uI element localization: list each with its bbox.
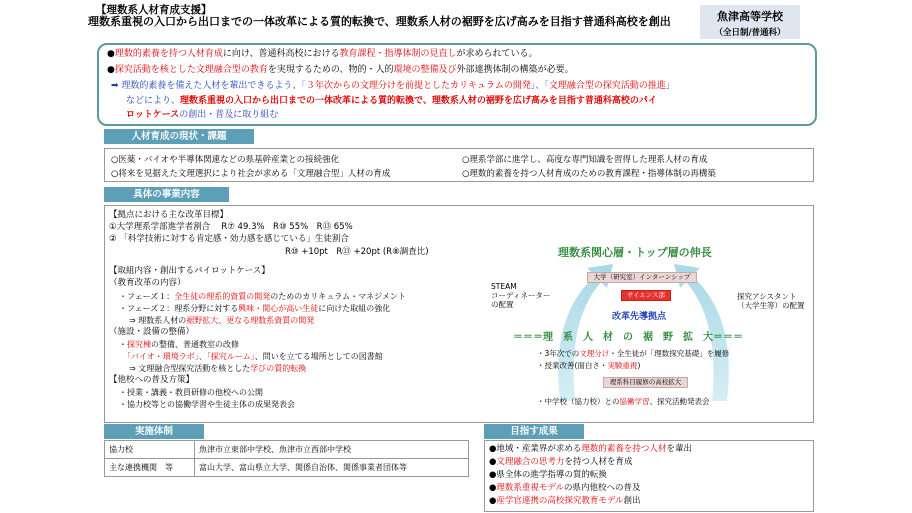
content-line: （施設・設備の整備）: [109, 327, 195, 337]
header-tag: 【理数系人材育成支援】: [96, 4, 212, 16]
pill-science-club: サイエンス部: [621, 290, 671, 301]
result-text: ●: [489, 483, 497, 493]
purpose-text: 外部連携体制の構築: [456, 65, 538, 75]
diagram-text: ・3年次での: [537, 349, 580, 358]
bullet-icon: ●: [107, 49, 115, 59]
assistant-text: 探究アシスタント: [737, 292, 797, 301]
purpose-text: 」: [665, 81, 675, 91]
purpose-line-5: [126, 109, 278, 121]
table-cell-value: 魚津市立東部中学校、魚津市立西部中学校: [195, 441, 469, 459]
result-text: 創出: [623, 496, 641, 506]
purpose-highlight: 理数系重視の入口から出口までの一体改革による質的転換で、理数系人材の裾野を広げ高みを目指す普通科高校のパイ: [180, 96, 657, 106]
purpose-highlight: 理数的素養を持つ人材育成: [114, 49, 223, 59]
result-text: を持つ人材を育成: [564, 457, 633, 467]
pill-science-course: 理系科目履修の高校拡大: [603, 377, 688, 388]
school-badge: [700, 5, 800, 39]
content-text: の整備、普通教室の改修: [151, 340, 239, 349]
result-highlight: 理数系重視モデル: [496, 483, 564, 493]
content-highlight: 探究棟: [127, 340, 151, 349]
diagram-highlight: 文理分け: [579, 349, 610, 358]
result-highlight: 理数的素養を持つ人材: [581, 444, 667, 454]
result-text: ●地域・産業界が求める: [489, 444, 582, 454]
table-cell-value: 富山大学、富山県立大学、関係自治体、関係事業者団体等: [195, 459, 469, 477]
result-item: [489, 457, 632, 468]
purpose-text: に向け、普通科高校における: [222, 49, 340, 59]
content-box: [104, 205, 814, 423]
content-text: ⇒ 文理融合型探究活動を核とした: [129, 364, 251, 373]
results-section-bar: 目指す成果: [484, 424, 584, 439]
result-item: [489, 483, 641, 494]
purpose-highlight: 探究活動を核とした文理融合型の教育: [114, 65, 268, 75]
steam-text: コーディネーター: [491, 291, 551, 300]
result-text: を輩出: [666, 444, 692, 454]
content-line: （教育改革の内容）: [109, 278, 186, 288]
content-line: ①大学理系学部進学者割合 R⑦ 49.3% R⑩ 55% R⑬ 65%: [109, 222, 353, 232]
content-section-bar: 具体の事業内容: [104, 187, 229, 202]
status-item: ○将来を見据えた文理選択により社会が求める「文理融合型」人材の育成: [111, 169, 391, 179]
content-text: に向けた取組の強化: [318, 304, 391, 313]
status-box: [104, 148, 814, 182]
content-line: 【他校への普及方策】: [109, 375, 195, 385]
content-highlight: 興味・関心が高い生徒: [238, 304, 319, 313]
bullet-icon: ●: [107, 65, 115, 75]
steam-coordinator-label: [491, 282, 550, 309]
result-text: ●: [489, 496, 497, 506]
content-text: ・: [119, 340, 127, 349]
implementation-section-bar: 実施体制: [104, 424, 204, 439]
result-item: [489, 496, 641, 507]
steam-text: STEAM: [491, 282, 517, 291]
implementation-table: [104, 440, 469, 477]
purpose-highlight: 文理融合型の探究活動の推進: [548, 81, 666, 91]
purpose-text: などにより、: [126, 96, 181, 106]
diagram-bullet: [537, 348, 729, 359]
diagram-text: ・中学校（協力校）との: [537, 397, 620, 406]
content-text: ・フェーズ２：理系分野に対する: [119, 304, 239, 313]
purpose-box: [97, 43, 817, 126]
arrow-right-icon: ➡: [111, 81, 119, 91]
purpose-highlight: ロットケース: [126, 110, 180, 120]
diagram-text: 、探究活動発表会: [649, 397, 710, 406]
purpose-highlight: ３年次からの文理分けを前提としたカリキュラムの開発: [305, 81, 531, 91]
result-highlight: 文理融合の思考力: [496, 457, 565, 467]
result-text: の県内他校への普及: [564, 483, 641, 493]
purpose-highlight: 教育課程・指導体制の見直し: [339, 49, 457, 59]
result-item: ●県全体の進学指導の質的転換: [489, 470, 607, 480]
content-text: のためのカリキュラム・マネジメント: [270, 292, 406, 301]
purpose-line-2: [107, 64, 574, 76]
purpose-text: の創出・普及に取り組む: [179, 110, 279, 120]
content-line: 【拠点における主な改革目標】: [109, 210, 229, 220]
page-title: 理数系重視の入口から出口までの一体改革による質的転換で、理数系人材の裾野を広げ高みを目指す普通科高校を創出: [88, 15, 671, 28]
table-cell-label: 主な連携機関 等: [105, 459, 195, 477]
status-item: ○理系学部に進学し、高度な専門知識を習得した理系人材の育成: [462, 155, 708, 165]
content-line: R⑩ +10pt R⑬ +20pt (R⑧調査比): [285, 247, 429, 257]
diagram-text: ・全生徒が「理数探究基礎」を履修: [609, 349, 730, 358]
status-section-bar: 人材育成の現状・課題: [104, 129, 254, 144]
diagram-middle-banner: ＝＝＝理 系 人 材 の 裾 野 拡 大＝＝＝: [513, 332, 743, 343]
table-cell-label: 協力校: [105, 441, 195, 459]
purpose-line-4: [126, 95, 657, 107]
result-highlight: 産学官連携の高校探究教育モデル: [496, 496, 624, 506]
diagram-text: ): [637, 361, 641, 370]
purpose-text: 理数的素養を備えた人材を輩出できるよう、「: [121, 81, 306, 91]
content-highlight: 学びの質的転換: [250, 364, 307, 373]
purpose-line-3: [111, 80, 675, 92]
school-name: 魚津高等学校: [717, 10, 783, 23]
assistant-label: [737, 292, 805, 310]
status-item: ○理数的素養を持つ人材育成のための教育課程・指導体制の再構築: [462, 169, 716, 179]
purpose-text: が必要。: [537, 65, 574, 75]
table-row: [105, 441, 469, 459]
purpose-text: 」、「: [530, 81, 549, 91]
content-line: 【取組内容・創出するパイロットケース】: [109, 266, 270, 276]
diagram-highlight: 協働学習: [619, 397, 650, 406]
reform-diagram: [105, 206, 815, 424]
content-line: ・協力校等との協働学習や生徒主体の成果発表会: [119, 400, 295, 409]
content-text: ⇒ 理数系人材の: [129, 316, 187, 325]
table-row: [105, 459, 469, 477]
result-text: ●: [489, 457, 497, 467]
diagram-highlight: 実験重視: [607, 361, 638, 370]
content-line: ② 「科学技術に対する肯定感・効力感を感じている」生徒割合: [109, 234, 349, 244]
content-line: ・授業・講義・教員研修の他校への公開: [119, 388, 263, 397]
content-highlight: 「バイオ・環境ラボ」、「探究ルーム」: [123, 352, 255, 361]
steam-text: の配置: [491, 300, 514, 309]
result-item: [489, 444, 692, 455]
content-highlight: 裾野拡大、更なる理数系資質の開発: [186, 316, 315, 325]
diagram-top-title: 理数系関心層・トップ層の伸長: [558, 246, 712, 259]
purpose-highlight: 環境の整備及び: [393, 65, 457, 75]
status-item: ○医薬・バイオや半導体関連などの県基幹産業との接続強化: [111, 155, 340, 165]
diagram-text: ・授業改善(面白さ・: [537, 361, 608, 370]
content-highlight: 全生徒の理系的資質の開発: [174, 292, 271, 301]
purpose-text: が求められている。: [456, 49, 538, 59]
purpose-text: を実現するための、物的・人的: [267, 65, 394, 75]
diagram-center-label: 改革先導拠点: [612, 312, 667, 322]
results-box: [484, 440, 814, 512]
assistant-text: （大学生等）の配置: [737, 301, 805, 310]
diagram-bullet: [537, 396, 710, 407]
diagram-bullet: [537, 360, 640, 371]
content-text: 、問いを立てる場所としての図書館: [254, 352, 383, 361]
purpose-line-1: [107, 48, 538, 60]
pill-internship: 大学（研究室）インターンシップ: [587, 272, 697, 283]
school-type: （全日制/普通科）: [714, 28, 786, 38]
content-text: ・フェーズ１：: [119, 292, 175, 301]
